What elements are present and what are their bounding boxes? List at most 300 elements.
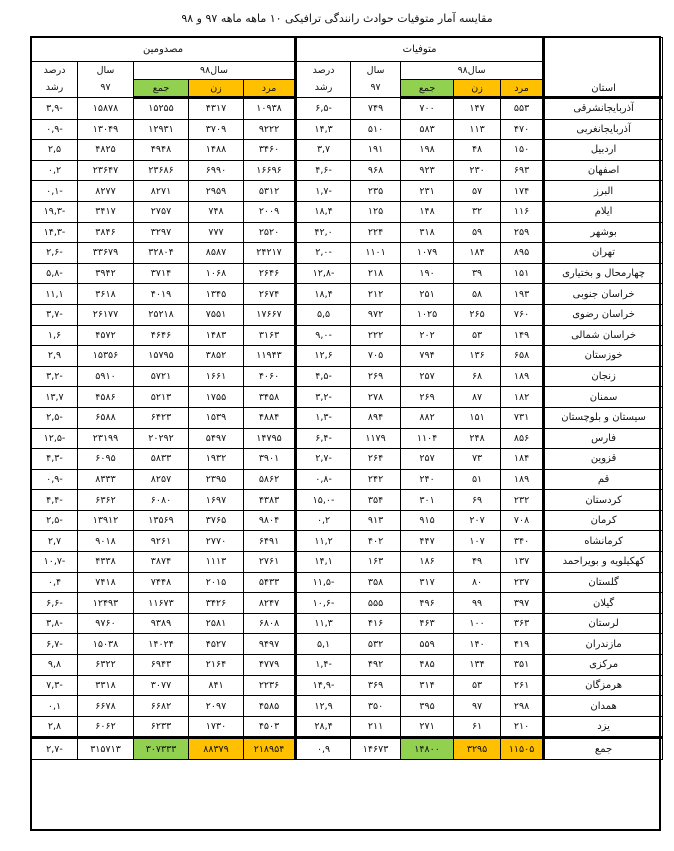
injured-female-cell: ۲۹۵۹: [189, 181, 244, 202]
injured-year97-cell: ۱۵۸۷۸: [78, 98, 134, 120]
deaths-male-cell: ۱۷۴: [501, 181, 544, 202]
deaths-growth-cell: ۰,۲: [296, 510, 351, 531]
deaths-year97-cell: ۵۱۰: [351, 119, 401, 140]
injured-male-cell: ۵۸۶۲: [244, 469, 296, 490]
province-header: استان: [544, 38, 663, 98]
province-cell: کهکیلویه و بویراحمد: [544, 552, 663, 573]
deaths-female-cell: ۱۰۰: [454, 613, 501, 634]
injured-male-cell: ۱۱۹۴۳: [244, 346, 296, 367]
deaths-growth-cell: ۵,۱: [296, 634, 351, 655]
deaths-total-cell: ۳۱۷: [401, 572, 454, 593]
injured-male-cell: ۶۸۰۸: [244, 613, 296, 634]
province-cell: قزوین: [544, 449, 663, 470]
deaths-total-cell: ۲۵۷: [401, 449, 454, 470]
injured-total-header: جمع: [134, 80, 189, 98]
deaths-female-cell: ۱۴۷: [454, 98, 501, 120]
deaths-growth-cell: ۳,۷: [296, 140, 351, 161]
deaths-male-cell: ۳۹۷: [501, 593, 544, 614]
injured-growth-cell: ۰,۴: [32, 572, 78, 593]
injured-male-cell: ۱۰۹۳۸: [244, 98, 296, 120]
deaths-female-cell: ۵۱: [454, 469, 501, 490]
injured-year97-header-line2: ۹۷: [100, 81, 111, 93]
injured-female-cell: ۳۷۰۹: [189, 119, 244, 140]
table-row: [32, 284, 663, 305]
deaths-female-cell: ۵۷: [454, 181, 501, 202]
injured-total-cell: ۱۵۷۹۵: [134, 346, 189, 367]
injured-total-cell: ۶۲۳۳: [134, 716, 189, 738]
deaths-total-cell: ۱۱۰۴: [401, 428, 454, 449]
deaths-female-cell: ۶۱: [454, 716, 501, 738]
deaths-growth-cell: ۱۴,۹-: [296, 675, 351, 696]
deaths-male-cell: ۳۵۱: [501, 655, 544, 676]
injured-year97-cell: ۳۶۱۸: [78, 284, 134, 305]
injured-female-cell: ۲۳۹۵: [189, 469, 244, 490]
injured-year97-cell: ۱۳۰۴۹: [78, 119, 134, 140]
deaths-year97-cell: ۳۵۸: [351, 572, 401, 593]
deaths-growth-cell: ۱۱,۲: [296, 531, 351, 552]
injured-year98-header: سال۹۸: [134, 62, 296, 80]
deaths-female-cell: ۲۴۸: [454, 428, 501, 449]
injured-total-cell: ۸۲۷۱: [134, 181, 189, 202]
injured-growth-cell: ۴,۴-: [32, 490, 78, 511]
injured-year97-cell: ۸۳۳۳: [78, 469, 134, 490]
injured-growth-cell: ۰,۹-: [32, 469, 78, 490]
deaths-male-cell: ۳۴۰: [501, 531, 544, 552]
deaths-total-cell: ۱۰۷۹: [401, 243, 454, 264]
deaths-female-cell: ۳۲۹۵: [454, 738, 501, 760]
injured-growth-cell: ۳,۹-: [32, 98, 78, 120]
injured-growth-cell: ۴,۳-: [32, 449, 78, 470]
injured-growth-cell: ۵,۸-: [32, 263, 78, 284]
injured-female-cell: ۷۷۷: [189, 222, 244, 243]
injured-male-cell: ۲۴۲۱۷: [244, 243, 296, 264]
injured-total-cell: ۵۲۱۳: [134, 387, 189, 408]
deaths-male-cell: ۸۹۵: [501, 243, 544, 264]
province-cell: خوزستان: [544, 346, 663, 367]
injured-growth-header-line1: درصد: [43, 65, 66, 77]
injured-male-cell: ۲۷۶۱: [244, 552, 296, 573]
injured-growth-cell: ۱۴,۳-: [32, 222, 78, 243]
injured-total-cell: ۳۷۱۴: [134, 263, 189, 284]
deaths-female-cell: ۸۰: [454, 572, 501, 593]
injured-female-cell: ۵۴۹۷: [189, 428, 244, 449]
deaths-growth-cell: ۲۸,۴: [296, 716, 351, 738]
injured-male-cell: ۲۱۸۹۵۴: [244, 738, 296, 760]
deaths-female-cell: ۵۳: [454, 325, 501, 346]
deaths-male-cell: ۱۵۱: [501, 263, 544, 284]
province-cell: سمنان: [544, 387, 663, 408]
province-cell: ایلام: [544, 201, 663, 222]
deaths-female-cell: ۱۳۴: [454, 655, 501, 676]
province-cell: خراسان رضوی: [544, 304, 663, 325]
injured-female-cell: ۷۵۵۱: [189, 304, 244, 325]
deaths-group-header: متوفیات: [296, 38, 544, 62]
province-cell: کرمان: [544, 510, 663, 531]
deaths-male-cell: ۷۳۱: [501, 407, 544, 428]
table-row: [32, 140, 663, 161]
injured-year97-header-line1: سال: [96, 65, 115, 77]
table-row: [32, 222, 663, 243]
injured-female-cell: ۱۶۹۷: [189, 490, 244, 511]
table-row: [32, 634, 663, 655]
deaths-total-cell: ۴۶۳: [401, 613, 454, 634]
deaths-growth-cell: ۴,۵-: [296, 366, 351, 387]
deaths-total-header: جمع: [401, 80, 454, 98]
deaths-female-cell: ۳۲: [454, 201, 501, 222]
table-row: [32, 181, 663, 202]
deaths-growth-cell: ۱,۴-: [296, 655, 351, 676]
deaths-year97-cell: ۲۱۲: [351, 284, 401, 305]
province-cell: هرمزگان: [544, 675, 663, 696]
deaths-male-cell: ۴۱۹: [501, 634, 544, 655]
province-cell: کرمانشاه: [544, 531, 663, 552]
deaths-male-cell: ۱۱۶: [501, 201, 544, 222]
injured-year97-cell: ۴۵۷۲: [78, 325, 134, 346]
injured-year97-cell: ۴۸۲۵: [78, 140, 134, 161]
deaths-female-cell: ۵۹: [454, 222, 501, 243]
table-row: [32, 304, 663, 325]
injured-female-cell: ۸۸۳۷۹: [189, 738, 244, 760]
deaths-growth-cell: ۱,۷-: [296, 181, 351, 202]
deaths-growth-cell: ۹,۰-: [296, 325, 351, 346]
injured-year97-cell: ۶۳۶۲: [78, 490, 134, 511]
deaths-year97-cell: ۳۶۹: [351, 675, 401, 696]
province-cell: مازندران: [544, 634, 663, 655]
deaths-year97-cell: ۲۶۴: [351, 449, 401, 470]
injured-total-cell: ۴۶۴۶: [134, 325, 189, 346]
deaths-female-cell: ۶۹: [454, 490, 501, 511]
deaths-year97-cell: ۱۱۰۱: [351, 243, 401, 264]
injured-year97-cell: ۲۳۱۹۹: [78, 428, 134, 449]
injured-year97-cell: ۹۷۶۰: [78, 613, 134, 634]
deaths-female-cell: ۱۱۳: [454, 119, 501, 140]
deaths-year97-cell: ۱۶۳: [351, 552, 401, 573]
deaths-year97-cell: ۴۰۲: [351, 531, 401, 552]
injured-total-cell: ۳۰۷۳۳۳: [134, 738, 189, 760]
deaths-female-cell: ۴۸: [454, 140, 501, 161]
deaths-female-cell: ۳۹: [454, 263, 501, 284]
deaths-growth-cell: ۰,۸-: [296, 469, 351, 490]
deaths-growth-cell: ۱۲,۶: [296, 346, 351, 367]
deaths-male-cell: ۱۸۴: [501, 449, 544, 470]
injured-growth-cell: ۶,۷-: [32, 634, 78, 655]
deaths-total-cell: ۲۵۷: [401, 366, 454, 387]
injured-male-cell: ۱۷۶۶۷: [244, 304, 296, 325]
injured-growth-cell: ۱۲,۵-: [32, 428, 78, 449]
injured-female-cell: ۱۳۴۵: [189, 284, 244, 305]
deaths-male-cell: ۱۳۷: [501, 552, 544, 573]
deaths-total-cell: ۱۹۰: [401, 263, 454, 284]
deaths-male-cell: ۶۵۸: [501, 346, 544, 367]
injured-male-cell: ۴۰۶۰: [244, 366, 296, 387]
deaths-year97-cell: ۲۲۲: [351, 325, 401, 346]
deaths-growth-cell: ۳,۲-: [296, 387, 351, 408]
deaths-year97-cell: ۹۱۳: [351, 510, 401, 531]
table-row: [32, 263, 663, 284]
injured-year97-cell: ۳۸۴۶: [78, 222, 134, 243]
injured-year97-cell: ۹۰۱۸: [78, 531, 134, 552]
deaths-year98-header: سال۹۸: [401, 62, 544, 80]
deaths-year97-cell: ۱۲۵: [351, 201, 401, 222]
injured-year97-cell: ۶۵۸۸: [78, 407, 134, 428]
deaths-female-cell: ۱۸۴: [454, 243, 501, 264]
injured-growth-cell: ۲,۹: [32, 346, 78, 367]
deaths-male-cell: ۱۹۳: [501, 284, 544, 305]
injured-male-cell: ۸۲۴۷: [244, 593, 296, 614]
table-row: [32, 366, 663, 387]
injured-total-cell: ۳۲۹۷: [134, 222, 189, 243]
injured-male-cell: ۴۸۸۴: [244, 407, 296, 428]
deaths-total-cell: ۲۵۱: [401, 284, 454, 305]
deaths-total-cell: ۵۸۳: [401, 119, 454, 140]
deaths-total-cell: ۳۱۸: [401, 222, 454, 243]
injured-group-header: مصدومین: [32, 38, 296, 62]
province-cell: بوشهر: [544, 222, 663, 243]
injured-total-cell: ۱۲۹۳۱: [134, 119, 189, 140]
deaths-year97-cell: ۱۴۶۷۳: [351, 738, 401, 760]
injured-year97-cell: ۱۵۰۳۸: [78, 634, 134, 655]
deaths-total-cell: ۱۸۶: [401, 552, 454, 573]
province-cell: گیلان: [544, 593, 663, 614]
deaths-year97-cell: ۷۴۹: [351, 98, 401, 120]
injured-growth-cell: ۳,۸-: [32, 613, 78, 634]
deaths-total-cell: ۸۸۲: [401, 407, 454, 428]
injured-female-cell: ۴۵۲۷: [189, 634, 244, 655]
injured-growth-cell: ۶,۶-: [32, 593, 78, 614]
injured-total-cell: ۲۰۲۹۲: [134, 428, 189, 449]
province-cell: البرز: [544, 181, 663, 202]
injured-growth-cell: ۰,۱-: [32, 181, 78, 202]
deaths-male-cell: ۱۱۵۰۵: [501, 738, 544, 760]
deaths-total-cell: ۴۴۷: [401, 531, 454, 552]
table-row: [32, 572, 663, 593]
injured-year97-cell: ۶۰۶۲: [78, 716, 134, 738]
injured-year97-cell: ۳۳۶۷۹: [78, 243, 134, 264]
injured-female-cell: ۲۵۸۱: [189, 613, 244, 634]
deaths-female-cell: ۴۹: [454, 552, 501, 573]
injured-year97-cell: ۱۵۳۵۶: [78, 346, 134, 367]
deaths-total-cell: ۳۰۱: [401, 490, 454, 511]
injured-growth-cell: ۲,۵-: [32, 510, 78, 531]
injured-total-cell: ۲۵۲۱۸: [134, 304, 189, 325]
province-cell: آذربایجانشرقی: [544, 98, 663, 120]
table-row: [32, 243, 663, 264]
injured-female-cell: ۱۱۱۳: [189, 552, 244, 573]
injured-male-cell: ۹۴۹۷: [244, 634, 296, 655]
deaths-female-cell: ۲۶۵: [454, 304, 501, 325]
injured-total-cell: ۹۳۸۹: [134, 613, 189, 634]
injured-male-cell: ۲۰۰۹: [244, 201, 296, 222]
injured-female-header: زن: [189, 80, 244, 98]
injured-male-cell: ۲۵۲۰: [244, 222, 296, 243]
deaths-growth-header-line2: رشد: [314, 81, 333, 93]
deaths-growth-cell: ۴,۶-: [296, 160, 351, 181]
injured-male-cell: ۲۶۴۶: [244, 263, 296, 284]
table-row: [32, 469, 663, 490]
injured-total-cell: ۱۴۰۲۴: [134, 634, 189, 655]
injured-total-cell: ۸۲۵۷: [134, 469, 189, 490]
table-row: [32, 325, 663, 346]
deaths-female-cell: ۹۹: [454, 593, 501, 614]
injured-male-cell: ۲۶۷۴: [244, 284, 296, 305]
province-cell: جمع: [544, 738, 663, 760]
deaths-total-cell: ۷۰۰: [401, 98, 454, 120]
province-cell: چهارمحال و بختیاری: [544, 263, 663, 284]
deaths-total-cell: ۲۶۹: [401, 387, 454, 408]
injured-total-cell: ۶۶۸۲: [134, 696, 189, 717]
injured-male-cell: ۳۱۶۳: [244, 325, 296, 346]
injured-female-cell: ۱۴۸۸: [189, 140, 244, 161]
deaths-year97-cell: ۴۱۶: [351, 613, 401, 634]
injured-growth-header-line2: رشد: [45, 81, 64, 93]
deaths-male-cell: ۲۱۰: [501, 716, 544, 738]
deaths-total-cell: ۴۹۶: [401, 593, 454, 614]
deaths-year97-cell: ۵۵۵: [351, 593, 401, 614]
deaths-male-cell: ۱۸۹: [501, 469, 544, 490]
injured-growth-cell: ۱۹,۳-: [32, 201, 78, 222]
table-row: [32, 716, 663, 738]
table-row: [32, 98, 663, 120]
injured-growth-cell: ۳,۲-: [32, 366, 78, 387]
table-row: [32, 593, 663, 614]
deaths-growth-cell: ۱۴,۱: [296, 552, 351, 573]
deaths-male-cell: ۲۵۹: [501, 222, 544, 243]
deaths-total-cell: ۹۱۵: [401, 510, 454, 531]
province-cell: تهران: [544, 243, 663, 264]
injured-total-cell: ۶۹۴۳: [134, 655, 189, 676]
province-cell: قم: [544, 469, 663, 490]
table-row: [32, 449, 663, 470]
province-cell: خراسان جنوبی: [544, 284, 663, 305]
deaths-year97-cell: ۵۳۲: [351, 634, 401, 655]
table-row: [32, 531, 663, 552]
deaths-female-cell: ۸۷: [454, 387, 501, 408]
injured-female-cell: ۱۵۳۹: [189, 407, 244, 428]
injured-growth-cell: ۲,۵: [32, 140, 78, 161]
injured-total-cell: ۱۱۶۷۳: [134, 593, 189, 614]
deaths-growth-cell: ۱۴,۳: [296, 119, 351, 140]
table-row: [32, 552, 663, 573]
injured-total-cell: ۲۳۶۸۶: [134, 160, 189, 181]
injured-total-cell: ۱۳۵۶۹: [134, 510, 189, 531]
deaths-year97-cell: ۱۹۱: [351, 140, 401, 161]
injured-year97-cell: ۳۹۴۲: [78, 263, 134, 284]
deaths-year97-cell: ۲۲۴: [351, 222, 401, 243]
deaths-male-header: مرد: [501, 80, 544, 98]
province-cell: یزد: [544, 716, 663, 738]
province-cell: مرکزی: [544, 655, 663, 676]
injured-year97-cell: ۷۴۱۸: [78, 572, 134, 593]
deaths-total-cell: ۴۸۵: [401, 655, 454, 676]
deaths-male-cell: ۶۹۳: [501, 160, 544, 181]
injured-male-cell: ۴۳۸۳: [244, 490, 296, 511]
deaths-male-cell: ۲۶۱: [501, 675, 544, 696]
injured-total-cell: ۴۹۴۸: [134, 140, 189, 161]
deaths-growth-cell: ۱۸,۴: [296, 284, 351, 305]
deaths-female-cell: ۹۷: [454, 696, 501, 717]
deaths-year97-cell: ۲۱۱: [351, 716, 401, 738]
injured-year97-cell: ۳۳۱۸: [78, 675, 134, 696]
table-row: [32, 407, 663, 428]
injured-year97-cell: ۶۰۹۵: [78, 449, 134, 470]
deaths-total-cell: ۹۲۳: [401, 160, 454, 181]
deaths-year97-cell: ۹۷۲: [351, 304, 401, 325]
table-row: [32, 201, 663, 222]
injured-female-cell: ۲۰۹۷: [189, 696, 244, 717]
deaths-total-cell: ۷۹۴: [401, 346, 454, 367]
injured-growth-cell: ۲,۵-: [32, 407, 78, 428]
province-cell: همدان: [544, 696, 663, 717]
province-cell: آذربایجانغربی: [544, 119, 663, 140]
deaths-year97-cell: ۷۰۵: [351, 346, 401, 367]
table-row: [32, 428, 663, 449]
deaths-female-cell: ۱۴۰: [454, 634, 501, 655]
table-row: [32, 655, 663, 676]
deaths-year97-header-line1: سال: [366, 65, 385, 77]
deaths-growth-cell: ۱,۳-: [296, 407, 351, 428]
injured-growth-cell: ۱۰,۷-: [32, 552, 78, 573]
injured-growth-cell: ۰,۹-: [32, 119, 78, 140]
deaths-growth-cell: ۱۱,۵-: [296, 572, 351, 593]
deaths-growth-cell: ۶,۴-: [296, 428, 351, 449]
deaths-growth-cell: ۱۱,۳: [296, 613, 351, 634]
table-row: [32, 696, 663, 717]
deaths-total-cell: ۲۳۱: [401, 181, 454, 202]
injured-male-cell: ۵۴۳۳: [244, 572, 296, 593]
table-row: [32, 613, 663, 634]
deaths-year97-cell: ۲۶۹: [351, 366, 401, 387]
injured-female-cell: ۲۷۷۰: [189, 531, 244, 552]
deaths-female-cell: ۱۵۱: [454, 407, 501, 428]
injured-growth-cell: ۱,۶: [32, 325, 78, 346]
province-cell: لرستان: [544, 613, 663, 634]
injured-growth-cell: ۰,۱: [32, 696, 78, 717]
deaths-female-cell: ۲۰۷: [454, 510, 501, 531]
deaths-male-cell: ۷۰۸: [501, 510, 544, 531]
injured-male-cell: ۳۴۵۸: [244, 387, 296, 408]
injured-female-cell: ۶۹۹۰: [189, 160, 244, 181]
deaths-total-cell: ۲۴۰: [401, 469, 454, 490]
injured-total-cell: ۶۰۸۰: [134, 490, 189, 511]
deaths-male-cell: ۸۵۶: [501, 428, 544, 449]
deaths-year97-cell: ۸۹۴: [351, 407, 401, 428]
deaths-growth-cell: ۶,۵-: [296, 98, 351, 120]
injured-year97-cell: ۶۳۲۲: [78, 655, 134, 676]
deaths-total-cell: ۱۰۲۵: [401, 304, 454, 325]
deaths-female-cell: ۶۸: [454, 366, 501, 387]
deaths-total-cell: ۳۱۴: [401, 675, 454, 696]
injured-growth-cell: ۰,۲: [32, 160, 78, 181]
injured-year97-cell: ۸۲۷۷: [78, 181, 134, 202]
deaths-growth-cell: ۲,۷-: [296, 449, 351, 470]
deaths-growth-cell: ۴۲,۰: [296, 222, 351, 243]
injured-total-cell: ۳۸۷۴: [134, 552, 189, 573]
injured-total-cell: ۵۷۲۱: [134, 366, 189, 387]
injured-year97-cell: ۳۴۱۷: [78, 201, 134, 222]
injured-year97-cell: ۴۵۸۶: [78, 387, 134, 408]
injured-female-cell: ۱۰۶۸: [189, 263, 244, 284]
injured-total-cell: ۳۰۷۷: [134, 675, 189, 696]
deaths-year97-cell: ۲۳۵: [351, 181, 401, 202]
deaths-female-cell: ۵۸: [454, 284, 501, 305]
injured-male-cell: ۹۲۲۲: [244, 119, 296, 140]
injured-year97-cell: ۵۹۱۰: [78, 366, 134, 387]
injured-total-cell: ۱۵۲۵۵: [134, 98, 189, 120]
deaths-year97-cell: ۲۱۸: [351, 263, 401, 284]
deaths-female-cell: ۱۳۶: [454, 346, 501, 367]
deaths-male-cell: ۱۸۹: [501, 366, 544, 387]
province-cell: زنجان: [544, 366, 663, 387]
